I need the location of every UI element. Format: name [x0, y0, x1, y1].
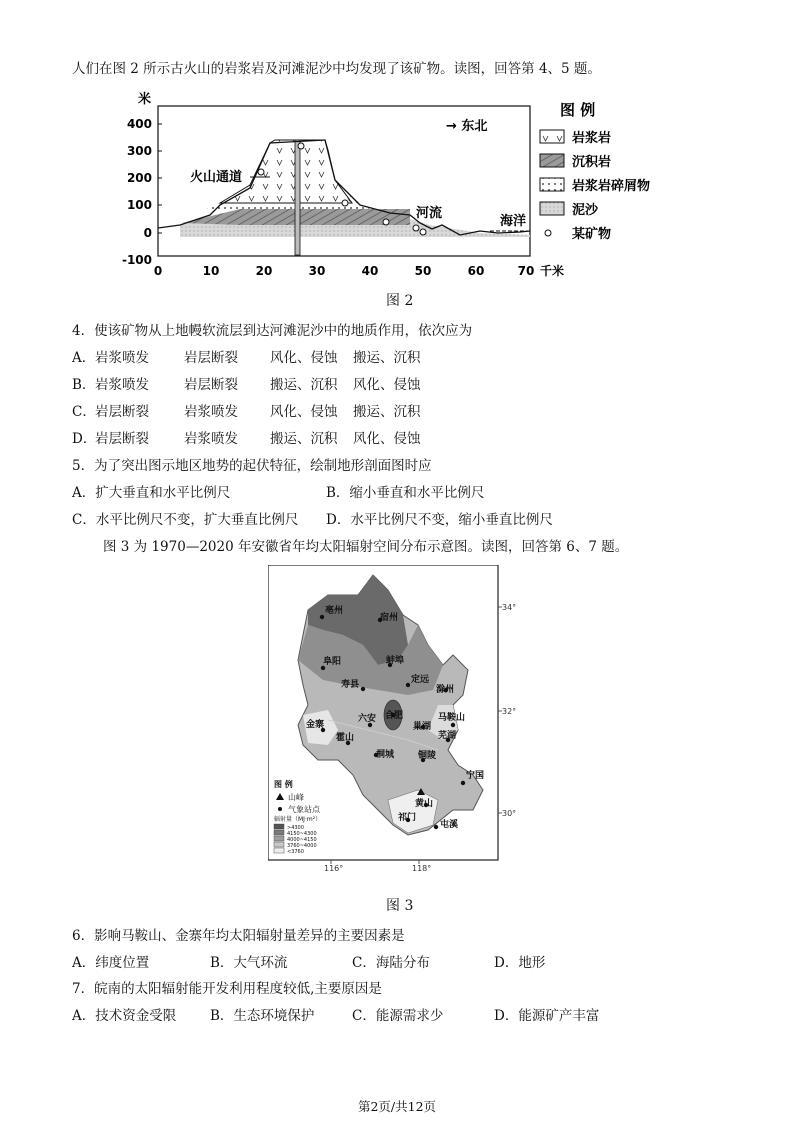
city-dingyuan: 定远 — [411, 675, 430, 685]
map-legend-station: 气象站点 — [288, 805, 320, 814]
legend-class: >4300 — [287, 825, 304, 831]
figure-3-map — [268, 565, 530, 875]
city-chaohu: 巢湖 — [413, 722, 432, 732]
city-ningguo: 宁国 — [466, 771, 485, 781]
page-footer: 第2页/共12页 — [357, 1099, 437, 1114]
city-bozhou: 亳州 — [325, 606, 344, 616]
x-tick: 50 — [414, 264, 432, 278]
q5-option-b: B．缩小垂直和水平比例尺 — [326, 485, 485, 501]
q6-option-d: D．地形 — [494, 955, 546, 971]
q7-option-d: D．能源矿产丰富 — [494, 1008, 600, 1024]
x-tick: 10 — [202, 264, 220, 278]
q6-option-b: B．大气环流 — [210, 955, 288, 971]
y-tick: 200 — [126, 171, 152, 185]
q7-option-b: B．生态环境保护 — [210, 1008, 315, 1024]
q5-option-d: D．水平比例尺不变，缩小垂直比例尺 — [326, 512, 553, 528]
river-label: 河流 — [416, 206, 443, 221]
x-tick: 70 — [517, 264, 535, 278]
city-wuhu: 芜湖 — [438, 731, 457, 741]
city-tunxi: 屯溪 — [440, 820, 459, 830]
x-tick: 30 — [308, 264, 326, 278]
q6-stem: 6．影响马鞍山、金寨年均太阳辐射量差异的主要因素是 — [72, 928, 405, 944]
y-tick: 0 — [143, 226, 152, 240]
city-qimen: 祁门 — [398, 813, 417, 823]
lat-label: 34° — [502, 603, 517, 612]
lat-label: 30° — [502, 809, 517, 818]
q7-option-a: A．技术资金受限 — [72, 1008, 177, 1024]
x-tick: 0 — [153, 264, 163, 278]
map-legend-peak: 山峰 — [288, 793, 304, 802]
q5-stem: 5．为了突出图示地区地势的起伏特征，绘制地形剖面图时应 — [72, 458, 432, 474]
x-tick: 40 — [361, 264, 379, 278]
city-bengbu: 蚌埠 — [386, 656, 405, 666]
fig3-intro: 图 3 为 1970—2020 年安徽省年均太阳辐射空间分布示意图。读图，回答第 6、7 题。 — [103, 539, 629, 555]
legend-class: 3760~4000 — [287, 843, 317, 849]
legend-class: 4000~4150 — [287, 837, 317, 843]
city-tongling: 铜陵 — [418, 751, 437, 761]
direction-label: → 东北 — [446, 119, 488, 134]
x-tick: 60 — [467, 264, 485, 278]
city-jinzhai: 金寨 — [306, 720, 325, 730]
intro-text: 人们在图 2 所示古火山的岩浆岩及河滩泥沙中均发现了该矿物。读图，回答第 4、5 题。 — [72, 61, 601, 77]
q5-option-c: C．水平比例尺不变，扩大垂直比例尺 — [72, 512, 299, 528]
city-huoshan: 霍山 — [336, 733, 355, 743]
y-tick: -100 — [121, 253, 152, 267]
legend-sedimentary: 沉积岩 — [572, 155, 612, 170]
city-hefei: 合肥 — [385, 711, 404, 721]
legend-sand: 泥沙 — [572, 203, 599, 218]
ocean-label: 海洋 — [500, 214, 527, 229]
volcano-conduit — [295, 140, 300, 255]
x-axis-unit: 千米 — [540, 264, 565, 278]
legend-mineral: 某矿物 — [572, 227, 612, 242]
q7-option-c: C．能源需求少 — [352, 1008, 444, 1024]
q7-stem: 7．皖南的太阳辐射能开发利用程度较低,主要原因是 — [72, 981, 382, 997]
map-legend-unit: 辐射量（MJ·m²） — [274, 816, 322, 823]
x-tick: 20 — [255, 264, 273, 278]
y-tick: 100 — [126, 198, 152, 212]
q5-option-a: A．扩大垂直和水平比例尺 — [72, 485, 231, 501]
figure-2-caption: 图 2 — [386, 293, 414, 309]
figure-2-cross-section — [120, 85, 680, 290]
city-huangshan: 黄山 — [415, 799, 434, 809]
legend-title: 图 例 — [560, 101, 596, 119]
volcano-channel-label: 火山通道 — [190, 170, 243, 185]
city-shouxian: 寿县 — [341, 680, 360, 690]
y-tick: 300 — [126, 144, 152, 158]
city-maanshan: 马鞍山 — [438, 713, 466, 723]
city-tongcheng: 桐城 — [376, 750, 395, 760]
figure-3-caption: 图 3 — [386, 898, 414, 914]
city-chuzhou: 滁州 — [436, 685, 455, 695]
legend-igneous: 岩浆岩 — [572, 131, 612, 146]
y-axis-unit: 米 — [138, 92, 152, 107]
legend-class: 4150~4300 — [287, 831, 317, 837]
q6-option-c: C．海陆分布 — [352, 955, 430, 971]
city-suzhou: 宿州 — [380, 613, 399, 623]
legend-debris: 岩浆岩碎屑物 — [572, 179, 651, 194]
q6-option-a: A．纬度位置 — [72, 955, 150, 971]
q4-stem: 4．使该矿物从上地幔软流层到达河滩泥沙中的地质作用，依次应为 — [72, 323, 473, 339]
map-legend-title: 图 例 — [274, 780, 293, 789]
lon-label: 116° — [324, 864, 344, 873]
legend-class: <3760 — [287, 849, 304, 855]
city-fuyang: 阜阳 — [323, 657, 342, 667]
lat-label: 32° — [502, 707, 517, 716]
city-luan: 六安 — [358, 714, 377, 724]
y-tick: 400 — [126, 117, 152, 131]
lon-label: 118° — [412, 864, 432, 873]
